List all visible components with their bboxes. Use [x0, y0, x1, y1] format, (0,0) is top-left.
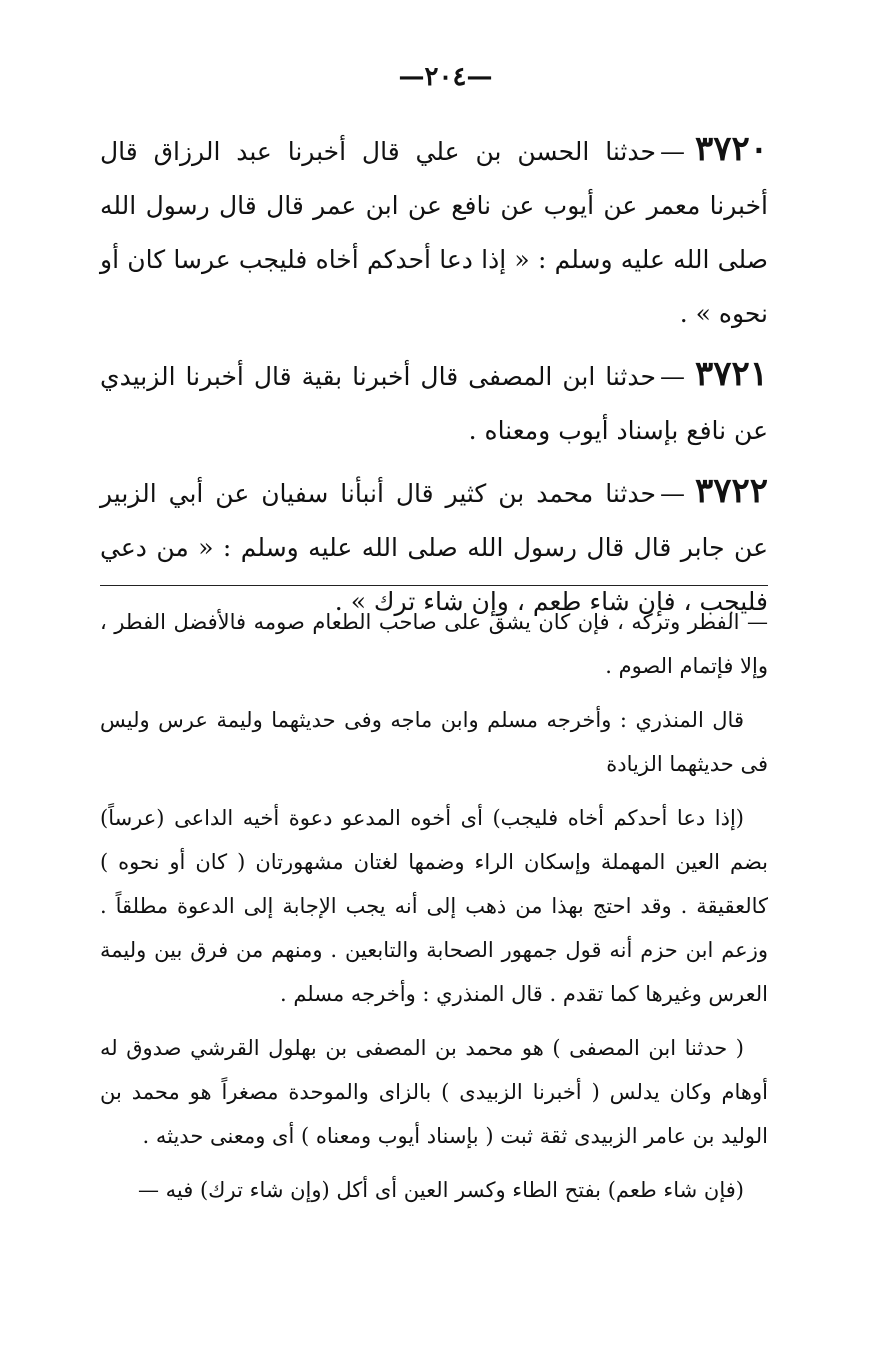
footnote-divider — [100, 585, 768, 586]
commentary-section — [100, 600, 768, 1222]
hadith-text: حدثنا محمد بن كثير قال أنبأنا سفيان عن أبي الزبير عن جابر قال قال رسول الله صلى الله عليه وسلم : « من دعي فليجب ، فإن شاء طعم ، وإن شاء ترك » . — [100, 479, 768, 616]
dash-separator: — — [659, 137, 685, 166]
commentary-paragraph: (إذا دعا أحدكم أخاه فليجب) أى أخوه المدعو دعوة أخيه الداعى (عرساً) بضم العين المهملة وإسكان الراء وضمها لغتان مشهورتان ( كان أو نحوه ) كالعقيقة . وقد احتج بهذا من ذهب إلى أنه يجب الإجابة إلى الدعوة مطلقاً . وزعم ابن حزم أنه قول جمهور الصحابة والتابعين . ومنهم من فرق بين وليمة العرس وغيرها كما تقدم . قال المنذري : وأخرجه مسلم . — [100, 806, 768, 1006]
hadith-number: ٣٧٢١ — [694, 354, 768, 394]
hadith-3720 — [100, 122, 768, 341]
dash-separator: — — [659, 479, 685, 508]
dash-separator: — — [659, 362, 685, 391]
hadith-3721 — [100, 347, 768, 458]
page-number: —٢٠٤— — [398, 62, 493, 92]
commentary-paragraph: — الفطر وتركه ، فإن كان يشق على صاحب الطعام صومه فالأفضل الفطر ، وإلا فإتمام الصوم . — [100, 610, 768, 678]
commentary-paragraph: ( حدثنا ابن المصفى ) هو محمد بن المصفى بن بهلول القرشي صدوق له أوهام وكان يدلس ( أخبرنا الزبيدى ) بالزاى والموحدة مصغراً هو محمد بن الوليد بن عامر الزبيدى ثقة ثبت ( بإسناد أيوب ومعناه ) أى ومعنى حديثه . — [100, 1036, 768, 1148]
commentary-paragraph: (فإن شاء طعم) بفتح الطاء وكسر العين أى أكل (وإن شاء ترك) فيه — — [138, 1178, 744, 1202]
commentary-paragraph: قال المنذري : وأخرجه مسلم وابن ماجه وفى حديثهما وليمة عرس وليس فى حديثهما الزيادة — [100, 708, 768, 776]
hadith-section — [100, 122, 768, 635]
hadith-number: ٣٧٢٠ — [694, 129, 768, 169]
hadith-number: ٣٧٢٢ — [694, 471, 769, 511]
hadith-text: حدثنا الحسن بن علي قال أخبرنا عبد الرزاق قال أخبرنا معمر عن أيوب عن نافع عن ابن عمر قال قال رسول الله صلى الله عليه وسلم : « إذا دعا أحدكم أخاه فليجب عرسا كان أو نحوه » . — [100, 137, 768, 328]
hadith-text: حدثنا ابن المصفى قال أخبرنا بقية قال أخبرنا الزبيدي عن نافع بإسناد أيوب ومعناه . — [100, 362, 768, 445]
